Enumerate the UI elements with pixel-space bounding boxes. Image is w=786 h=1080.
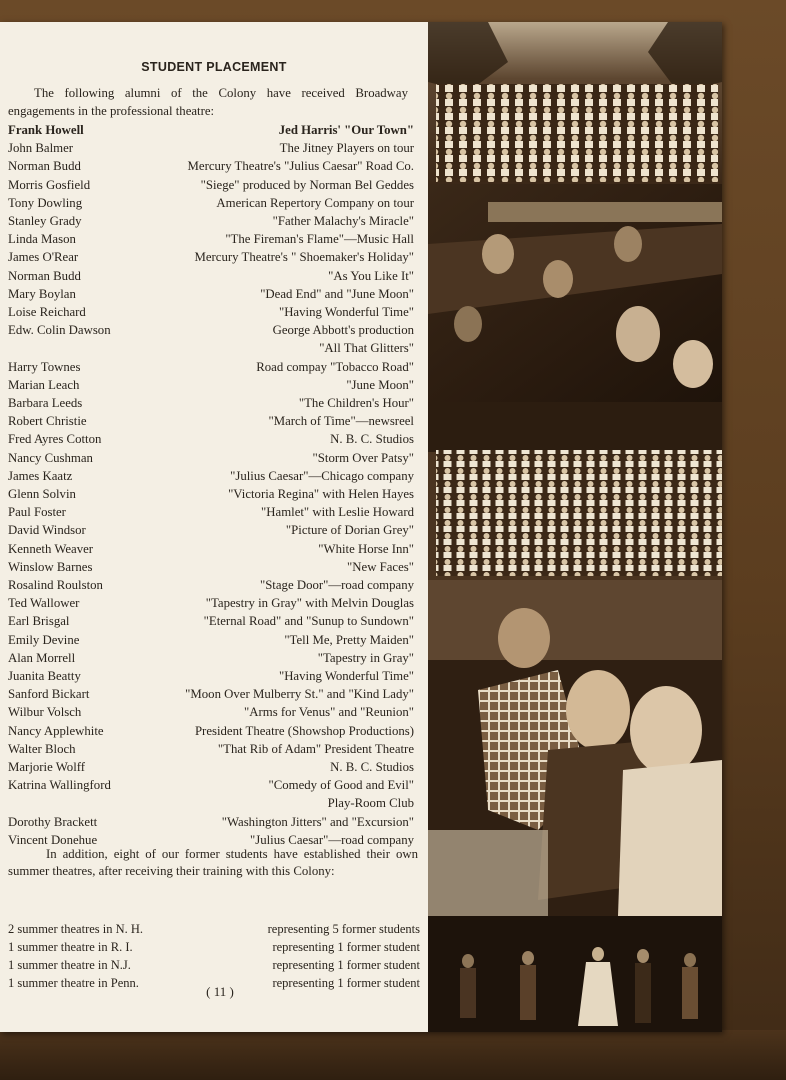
page — [0, 22, 722, 1032]
engagement: "Julius Caesar"—road company — [250, 833, 414, 847]
theatre-count: 2 summer theatres in N. H. — [8, 922, 144, 936]
placement-row — [8, 503, 414, 521]
alumnus-name: Harry Townes — [8, 360, 81, 374]
theatre-count: 1 summer theatre in R. I. — [8, 940, 133, 954]
theatre-representation: representing 1 former student — [272, 976, 420, 990]
engagement: N. B. C. Studios — [330, 432, 414, 446]
intro-paragraph: The following alumni of the Colony have received Broadway engagements in the professional theatre: — [8, 86, 408, 118]
alumnus-name: Wilbur Volsch — [8, 705, 82, 719]
engagement: Mercury Theatre's " Shoemaker's Holiday" — [194, 250, 414, 264]
engagement: "That Rib of Adam" President Theatre — [217, 742, 414, 756]
placement-row — [8, 230, 414, 248]
placement-row — [8, 722, 414, 740]
placement-row — [8, 685, 414, 703]
placement-row — [8, 813, 414, 831]
placement-row — [8, 412, 414, 430]
placement-row — [8, 649, 414, 667]
placement-row — [8, 631, 414, 649]
page-heading: STUDENT PLACEMENT — [141, 60, 287, 74]
alumnus-name: Mary Boylan — [8, 287, 76, 301]
alumnus-name: Juanita Beatty — [8, 669, 81, 683]
alumnus-name: Morris Gosfield — [8, 178, 91, 192]
placement-row — [8, 358, 414, 376]
alumnus-name: Loise Reichard — [8, 305, 86, 319]
placement-row — [8, 558, 414, 576]
alumnus-name: Norman Budd — [8, 269, 81, 283]
placement-row — [8, 267, 414, 285]
engagement: "Victoria Regina" with Helen Hayes — [228, 487, 414, 501]
placement-row — [8, 285, 414, 303]
engagement: "Tell Me, Pretty Maiden" — [284, 633, 414, 647]
placement-row — [8, 121, 414, 139]
theatre-count: 1 summer theatre in N.J. — [8, 958, 131, 972]
alumnus-name: Marjorie Wolff — [8, 760, 86, 774]
placement-row — [8, 467, 414, 485]
engagement: "Dead End" and "June Moon" — [260, 287, 414, 301]
engagement: "White Horse Inn" — [318, 542, 414, 556]
engagement: "Picture of Dorian Grey" — [285, 523, 414, 537]
engagement: Road compay "Tobacco Road" — [256, 360, 414, 374]
placement-row — [8, 339, 414, 357]
placement-row — [8, 449, 414, 467]
engagement: "The Fireman's Flame"—Music Hall — [225, 232, 414, 246]
alumnus-name: Marian Leach — [8, 378, 80, 392]
alumnus-name: Alan Morrell — [8, 651, 76, 665]
alumnus-name: Edw. Colin Dawson — [8, 323, 111, 337]
page-number: ( 11 ) — [206, 984, 234, 999]
alumnus-name: Frank Howell — [8, 123, 84, 137]
alumnus-name: Paul Foster — [8, 505, 66, 519]
alumnus-name: Stanley Grady — [8, 214, 82, 228]
engagement: "Julius Caesar"—Chicago company — [230, 469, 414, 483]
placement-row — [8, 540, 414, 558]
placement-row — [8, 794, 414, 812]
engagement: "As You Like It" — [328, 269, 414, 283]
alumnus-name: Katrina Wallingford — [8, 778, 111, 792]
engagement: The Jitney Players on tour — [279, 141, 414, 155]
engagement: "New Faces" — [347, 560, 414, 574]
engagement: "Tapestry in Gray" with Melvin Douglas — [205, 596, 414, 610]
engagement: "Stage Door"—road company — [259, 578, 414, 592]
alumnus-name: James O'Rear — [8, 250, 79, 264]
alumnus-name: Sanford Bickart — [8, 687, 90, 701]
placement-row — [8, 758, 414, 776]
engagement: George Abbott's production — [272, 323, 414, 337]
theatre-representation: representing 1 former student — [272, 940, 420, 954]
alumnus-name: Emily Devine — [8, 633, 80, 647]
scan-bottom-edge — [0, 1030, 786, 1080]
placement-row — [8, 194, 414, 212]
engagement: "Having Wonderful Time" — [278, 305, 414, 319]
text-column — [0, 22, 428, 1032]
placement-row — [8, 703, 414, 721]
engagement: American Repertory Company on tour — [216, 196, 414, 210]
alumnus-name: Dorothy Brackett — [8, 815, 98, 829]
alumnus-name: Winslow Barnes — [8, 560, 93, 574]
alumnus-name: Vincent Donehue — [8, 833, 98, 847]
alumnus-name: Robert Christie — [8, 414, 87, 428]
alumnus-name: Walter Bloch — [8, 742, 76, 756]
placement-row — [8, 394, 414, 412]
engagement: "Eternal Road" and "Sunup to Sundown" — [203, 614, 414, 628]
makeup-class-photo — [428, 184, 722, 402]
alumnus-name: Norman Budd — [8, 159, 81, 173]
placement-row — [8, 212, 414, 230]
placement-row — [8, 303, 414, 321]
group-photo-assembly — [428, 402, 722, 580]
engagement: "Storm Over Patsy" — [312, 451, 414, 465]
engagement: "Washington Jitters" and "Excursion" — [221, 815, 414, 829]
engagement: "Having Wonderful Time" — [278, 669, 414, 683]
summer-theatre-row — [8, 920, 420, 938]
engagement: "Hamlet" with Leslie Howard — [261, 505, 414, 519]
placement-row — [8, 321, 414, 339]
engagement: Play-Room Club — [327, 796, 414, 810]
alumnus-name: Glenn Solvin — [8, 487, 76, 501]
placement-row — [8, 667, 414, 685]
alumnus-name: Rosalind Roulston — [8, 578, 103, 592]
alumnus-name: Barbara Leeds — [8, 396, 83, 410]
engagement: President Theatre (Showshop Productions) — [194, 724, 414, 738]
alumnus-name: Fred Ayres Cotton — [8, 432, 102, 446]
engagement: "Father Malachy's Miracle" — [272, 214, 414, 228]
alumnus-name: Earl Brisgal — [8, 614, 70, 628]
engagement: Jed Harris' "Our Town" — [278, 123, 414, 137]
summer-theatre-row — [8, 938, 420, 956]
engagement: "Tapestry in Gray" — [317, 651, 414, 665]
placement-row — [8, 376, 414, 394]
placement-row — [8, 521, 414, 539]
engagement: "Comedy of Good and Evil" — [268, 778, 414, 792]
theatre-representation: representing 5 former students — [267, 922, 420, 936]
alumnus-name: Linda Mason — [8, 232, 76, 246]
theatre-count: 1 summer theatre in Penn. — [8, 976, 139, 990]
alumnus-name: Nancy Cushman — [8, 451, 93, 465]
placement-row — [8, 576, 414, 594]
placement-row — [8, 430, 414, 448]
alumnus-name: Nancy Applewhite — [8, 724, 104, 738]
alumnus-name: Kenneth Weaver — [8, 542, 94, 556]
placement-row — [8, 139, 414, 157]
engagement: Mercury Theatre's "Julius Caesar" Road Co. — [187, 159, 414, 173]
summer-theatre-row — [8, 956, 420, 974]
alumnus-name: Tony Dowling — [8, 196, 83, 210]
alumnus-name: James Kaatz — [8, 469, 73, 483]
engagement: "June Moon" — [346, 378, 414, 392]
engagement: "All That Glitters" — [319, 341, 414, 355]
placement-row — [8, 248, 414, 266]
stage-production-photo — [428, 916, 722, 1032]
theatre-representation: representing 1 former student — [272, 958, 420, 972]
engagement: "March of Time"—newsreel — [268, 414, 414, 428]
photo-column — [428, 22, 722, 1032]
alumnus-name: John Balmer — [8, 141, 74, 155]
makeup-closeup-photo — [428, 580, 722, 916]
alumnus-name: Ted Wallower — [8, 596, 80, 610]
engagement: "The Children's Hour" — [298, 396, 414, 410]
engagement: N. B. C. Studios — [330, 760, 414, 774]
engagement: "Siege" produced by Norman Bel Geddes — [200, 178, 414, 192]
placement-row — [8, 776, 414, 794]
placement-row — [8, 485, 414, 503]
group-photo-outdoors — [428, 22, 722, 184]
placement-row — [8, 612, 414, 630]
closing-paragraph: In addition, eight of our former students have established their own summer theatres, after receiving their training with this Colony: — [8, 847, 418, 878]
placement-row — [8, 176, 414, 194]
placement-row — [8, 594, 414, 612]
engagement: "Arms for Venus" and "Reunion" — [244, 705, 414, 719]
placement-row — [8, 740, 414, 758]
engagement: "Moon Over Mulberry St." and "Kind Lady" — [185, 687, 414, 701]
alumnus-name: David Windsor — [8, 523, 86, 537]
placement-row — [8, 157, 414, 175]
